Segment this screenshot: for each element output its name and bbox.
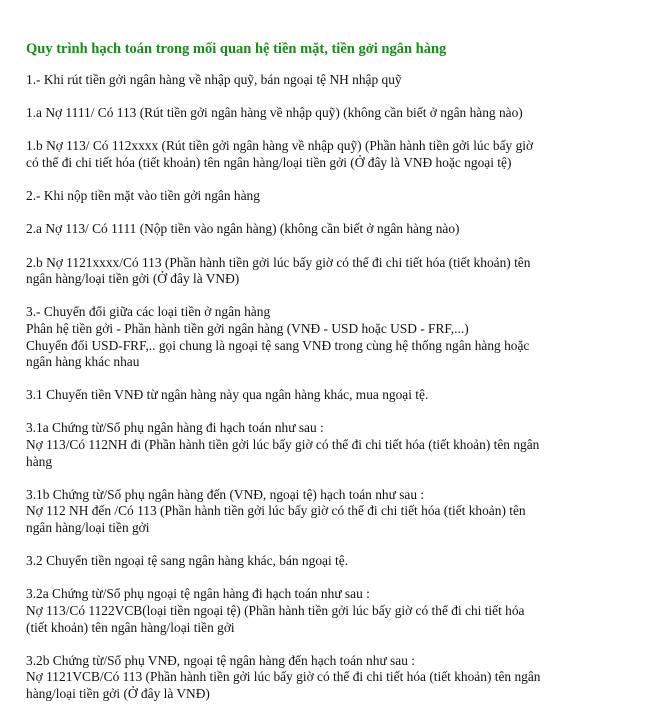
text-line: ngân hàng khác nhau xyxy=(26,354,140,370)
document-body xyxy=(26,40,626,719)
text-line: 1.- Khi rút tiền gởi ngân hàng về nhập quỹ, bán ngoại tệ NH nhập quỹ xyxy=(26,72,402,87)
paragraph xyxy=(26,586,626,636)
text-line: Nợ 1121VCB/Có 113 (Phần hành tiền gởi lúc bấy giờ có thể đi chi tiết hóa (tiết khoản) tên ngân xyxy=(26,669,541,685)
text-line: 3.1a Chứng từ/Sổ phụ ngân hàng đi hạch toán như sau : xyxy=(26,420,324,436)
paragraph xyxy=(26,138,626,171)
paragraph xyxy=(26,188,626,205)
paragraph xyxy=(26,105,626,122)
text-line: 3.2 Chuyển tiền ngoại tệ sang ngân hàng khác, bán ngoại tệ. xyxy=(26,553,349,569)
text-line: 2.- Khi nộp tiền mặt vào tiền gởi ngân hàng xyxy=(26,188,260,204)
paragraph xyxy=(26,72,626,89)
text-line: Nợ 113/Có 112NH đi (Phần hành tiền gởi lúc bấy giờ có thể đi chi tiết hóa (tiết khoản) tên ngân xyxy=(26,437,540,453)
text-line: 3.2b Chứng từ/Sổ phụ VNĐ, ngoại tệ ngân hàng đến hạch toán như sau : xyxy=(26,652,415,668)
paragraph xyxy=(26,304,626,370)
paragraph xyxy=(26,387,626,404)
text-line: 3.1b Chứng từ/Sổ phụ ngân hàng đến (VNĐ, ngoại tệ) hạch toán như sau : xyxy=(26,486,425,502)
text-line: 3.1 Chuyển tiền VNĐ từ ngân hàng này qua ngân hàng khác, mua ngoại tệ. xyxy=(26,387,429,403)
document-title: Quy trình hạch toán trong mối quan hệ tiền mặt, tiền gởi ngân hàng xyxy=(26,41,447,57)
text-line: Chuyển đổi USD-FRF,.. gọi chung là ngoại tệ sang VNĐ trong cùng hệ thống ngân hàng hoặc xyxy=(26,337,530,353)
text-line: có thể đi chi tiết hóa (tiết khoản) tên ngân hàng/loại tiền gởi (Ở đây là VNĐ hoặc ngoại tệ) xyxy=(26,154,512,170)
text-line: (tiết khoản) tên ngân hàng/loại tiền gởi xyxy=(26,619,235,635)
paragraph xyxy=(26,653,626,703)
text-line: 2.a Nợ 113/ Có 1111 (Nộp tiền vào ngân hàng) (không cần biết ở ngân hàng nào) xyxy=(26,221,460,237)
paragraph xyxy=(26,255,626,288)
text-line: hàng/loại tiền gởi (Ở đây là VNĐ) xyxy=(26,685,210,701)
paragraph-list xyxy=(26,72,626,703)
text-line: 3.- Chuyển đổi giữa các loại tiền ở ngân hàng xyxy=(26,304,271,320)
text-line: 1.a Nợ 1111/ Có 113 (Rút tiền gởi ngân hàng về nhập quỹ) (không cần biết ở ngân hàng nào) xyxy=(26,105,523,121)
text-line: Phân hệ tiền gởi - Phần hành tiền gởi ngân hàng (VNĐ - USD hoặc USD - FRF,...) xyxy=(26,320,469,336)
text-line: Nợ 112 NH đến /Có 113 (Phần hành tiền gởi lúc bấy giờ có thể đi chi tiết hóa (tiết khoản) tên xyxy=(26,503,526,519)
text-line: 3.2a Chứng từ/Sổ phụ ngoại tệ ngân hàng đi hạch toán như sau : xyxy=(26,586,370,602)
paragraph xyxy=(26,420,626,470)
text-line: ngân hàng/loại tiền gởi (Ở đây là VNĐ) xyxy=(26,271,240,287)
text-line: 1.b Nợ 113/ Có 112xxxx (Rút tiền gởi ngân hàng về nhập quỹ) (Phần hành tiền gởi lúc bấy giờ xyxy=(26,138,534,154)
paragraph xyxy=(26,487,626,537)
text-line: ngân hàng/loại tiền gởi xyxy=(26,520,150,536)
text-line: Nợ 113/Có 1122VCB(loại tiền ngoại tệ) (Phần hành tiền gởi lúc bấy giờ có thể đi chi tiết hóa xyxy=(26,603,525,618)
paragraph xyxy=(26,553,626,570)
text-line: hàng xyxy=(26,453,53,469)
text-line: 2.b Nợ 1121xxxx/Có 113 (Phần hành tiền gởi lúc bấy giờ có thể đi chi tiết hóa (tiết khoản) tên xyxy=(26,254,531,270)
paragraph xyxy=(26,221,626,238)
